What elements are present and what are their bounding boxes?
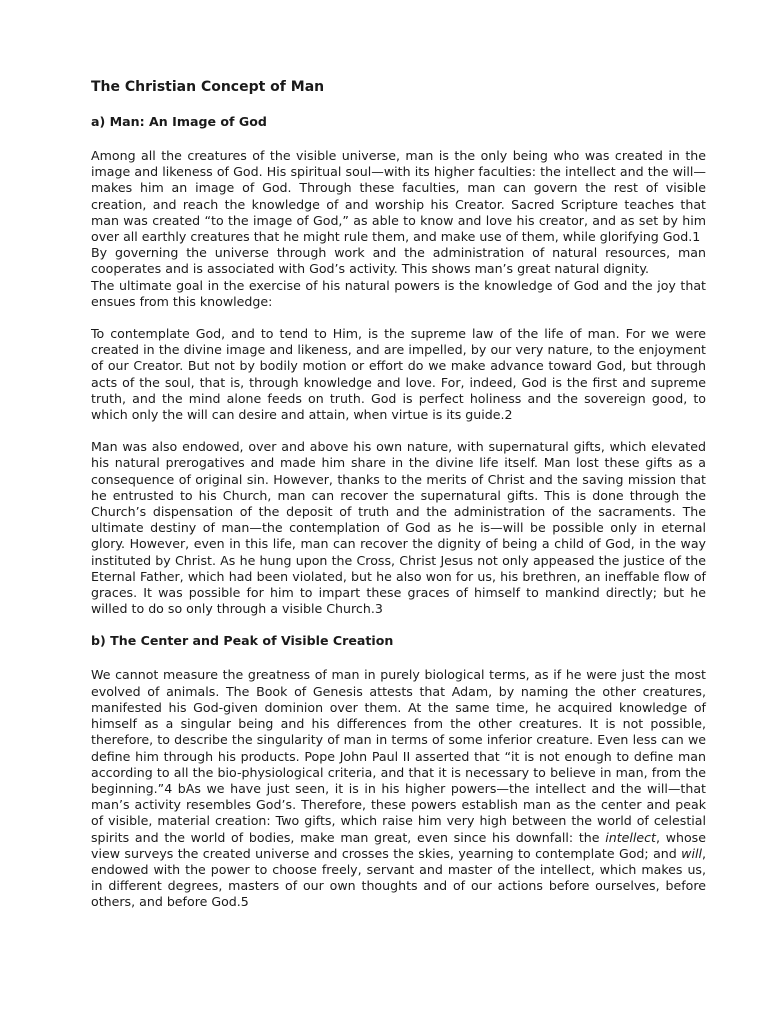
section-a-heading: a) Man: An Image of God (91, 114, 267, 129)
section-a-paragraph-5: Man was also endowed, over and above his own nature, with supernatural gifts, which elevated his natural prerogatives and made him share in the divine life itself. Man lost these gifts as a consequence of original sin. However, thanks to the merits of Christ and the saving mission that he entrusted to his Church, man can recover the supernatural gifts. This is done through the Church’s dispensation of the deposit of truth and the administration of the sacraments. The ultimate destiny of man—the contemplation of God as he is—will be possible only in eternal glory. However, even in this life, man can recover the dignity of being a child of God, in the way instituted by Christ. As he hung upon the Cross, Christ Jesus not only appeased the justice of the Eternal Father, which had been violated, but he also won for us, his brethren, an ineffable flow of graces. It was possible for him to impart these graces of himself to mankind directly; but he willed to do so only through a visible Church.3 (91, 439, 706, 617)
section-b-text-end: , endowed with the power to choose freely, servant and master of the intellect, which makes us, in different degrees, masters of our own thoughts and of our actions before ourselves, before others, and before God.5 (91, 845, 706, 910)
section-a-paragraph-3: The ultimate goal in the exercise of his natural powers is the knowledge of God and the joy that ensues from this knowledge: (91, 277, 706, 309)
section-b-text-start: We cannot measure the greatness of man in purely biological terms, as if he were just the most evolved of animals. The Book of Genesis attests that Adam, by naming the other creatures, manifested his God-given dominion over them. At the same time, he acquired knowledge of himself as a singular being and his differences from the other creatures. It is not possible, therefore, to describe the singularity of man in terms of some inferior creature. Even less can we define him through his products. Pope John Paul II asserted that “it is not enough to define man according to all the bio-physiological criteria, and that it is necessary to believe in man, from the beginning.”4 bAs we have just seen, it is in his higher powers—the intellect and the will—that man’s activity resembles God’s. Therefore, these powers establish man as the center and peak of visible, material creation: Two gifts, which raise him very high between the world of celestial spirits and the world of bodies, make man great, even since his downfall: the (91, 667, 706, 845)
paragraph-spacer (91, 617, 706, 633)
section-a-paragraph-1: Among all the creatures of the visible universe, man is the only being who was created in the image and likeness of God. His spiritual soul—with its higher faculties: the intellect and the will—makes him an image of God. Through these faculties, man can govern the rest of visible creation, and reach the knowledge of and worship his Creator. Sacred Scripture teaches that man was created “to the image of God,” as able to know and love his creator, and as set by him over all earthly creatures that he might rule them, and make use of them, while glorifying God.1 (91, 148, 706, 245)
will-emphasis: will (681, 845, 702, 861)
section-b-heading: b) The Center and Peak of Visible Creation (91, 633, 394, 649)
section-b-paragraph-1 (91, 667, 706, 910)
section-a-paragraph-2: By governing the universe through work and the administration of natural resources, man cooperates and is associated with God’s activity. This shows man’s great natural dignity. (91, 245, 706, 277)
section-b-text-mid: , whose view surveys the created universe and crosses the skies, yearning to contemplate God; and (91, 829, 706, 861)
document-title: The Christian Concept of Man (91, 79, 325, 95)
paragraph-spacer (91, 310, 706, 326)
document-page (91, 78, 706, 911)
intellect-emphasis: intellect (605, 829, 656, 845)
section-a-quote: To contemplate God, and to tend to Him, is the supreme law of the life of man. For we were created in the divine image and likeness, and are impelled, by our very nature, to the enjoyment of our Creator. But not by bodily motion or effort do we make advance toward God, but through acts of the soul, that is, through knowledge and love. For, indeed, God is the first and supreme truth, and the mind alone feeds on truth. God is perfect holiness and the sovereign good, to which only the will can desire and attain, when virtue is its guide.2 (91, 326, 706, 423)
paragraph-spacer (91, 423, 706, 439)
